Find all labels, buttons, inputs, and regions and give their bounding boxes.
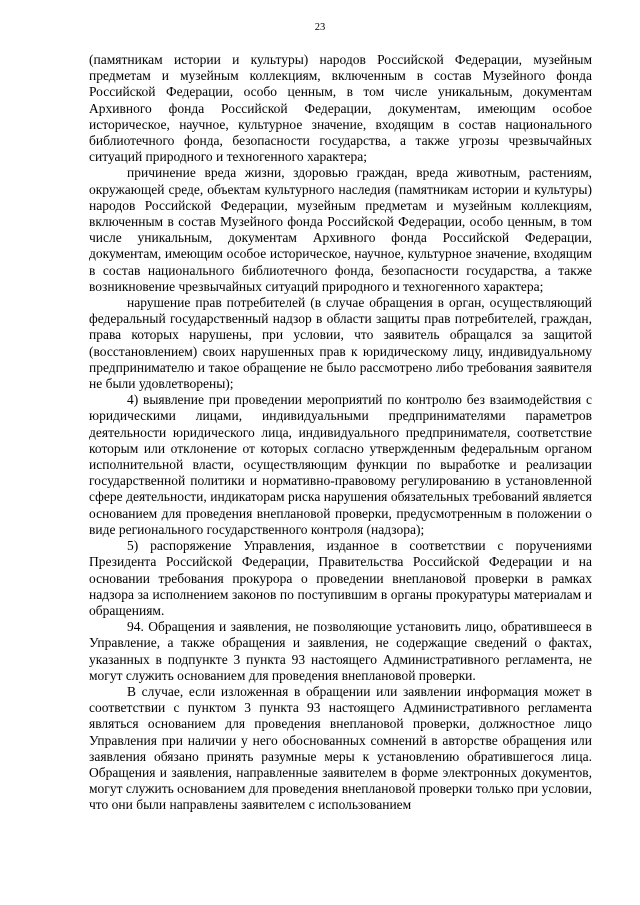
document-body <box>89 52 592 814</box>
paragraph-consumer-rights: нарушение прав потребителей (в случае обращения в орган, осуществляющий федеральный государственный надзор в области защиты прав потребителей, граждан, права которых нарушены, при условии, что заявитель обращался за защитой (восстановлением) своих нарушенных прав к юридическому лицу, индивидуальному предпринимателю и такое обращение не было рассмотрено либо требования заявителя не были удовлетворены); <box>89 295 592 392</box>
paragraph-94: 94. Обращения и заявления, не позволяющие установить лицо, обратившееся в Управление, а также обращения и заявления, не содержащие сведений о фактах, указанных в подпункте 3 пункта 93 настоящего Административного регламента, не могут служить основанием для проведения внеплановой проверки. <box>89 619 592 683</box>
paragraph-item-4: 4) выявление при проведении мероприятий по контролю без взаимодействия с юридическими лицами, индивидуальными предпринимателями параметров деятельности юридического лица, индивидуального предпринимателя, соответствие которым или отклонение от которых согласно утвержденным федеральным органом исполнительной власти, осуществляющим функции по выработке и реализации государственной политики и нормативно-правовому регулированию в установленной сфере деятельности, индикаторам риска нарушения обязательных требований является основанием для проведения внеплановой проверки, предусмотренным в положении о виде регионального государственного контроля (надзора); <box>89 392 592 537</box>
paragraph-harm: причинение вреда жизни, здоровью граждан, вреда животным, растениям, окружающей среде, объектам культурного наследия (памятникам истории и культуры) народов Российской Федерации, музейным предметам и музейным коллекциям, включенным в состав Музейного фонда Российской Федерации, особо ценным, в том числе уникальным, документам Архивного фонда Российской Федерации, документам, имеющим особое историческое, научное, культурное значение, входящим в состав национального библиотечного фонда, безопасности государства, а также возникновение чрезвычайных ситуаций природного и техногенного характера; <box>89 165 592 294</box>
page-number: 23 <box>314 22 326 33</box>
paragraph-item-5: 5) распоряжение Управления, изданное в соответствии с поручениями Президента Российской Федерации, Правительства Российской Федерации и на основании требования прокурора о проведении внеплановой проверки в рамках надзора за исполнением законов по поступившим в органы прокуратуры материалам и обращениям. <box>89 538 592 618</box>
paragraph-continuation: (памятникам истории и культуры) народов Российской Федерации, музейным предметам и музейным коллекциям, включенным в состав Музейного фонда Российской Федерации, особо ценным, в том числе уникальным, документам Архивного фонда Российской Федерации, документам, имеющим особое историческое, научное, культурное значение, входящим в состав национального библиотечного фонда, безопасности государства, а также угрозы чрезвычайных ситуаций природного и техногенного характера; <box>89 52 592 165</box>
paragraph-in-case: В случае, если изложенная в обращении или заявлении информация может в соответствии с пунктом 3 пункта 93 настоящего Административного регламента являться основанием для проведения внеплановой проверки, должностное лицо Управления при наличии у него обоснованных сомнений в авторстве обращения или заявления обязано принять разумные меры к установлению обратившегося лица. Обращения и заявления, направленные заявителем в форме электронных документов, могут служить основанием для проведения внеплановой проверки только при условии, что они были направлены заявителем с использованием <box>89 683 592 813</box>
